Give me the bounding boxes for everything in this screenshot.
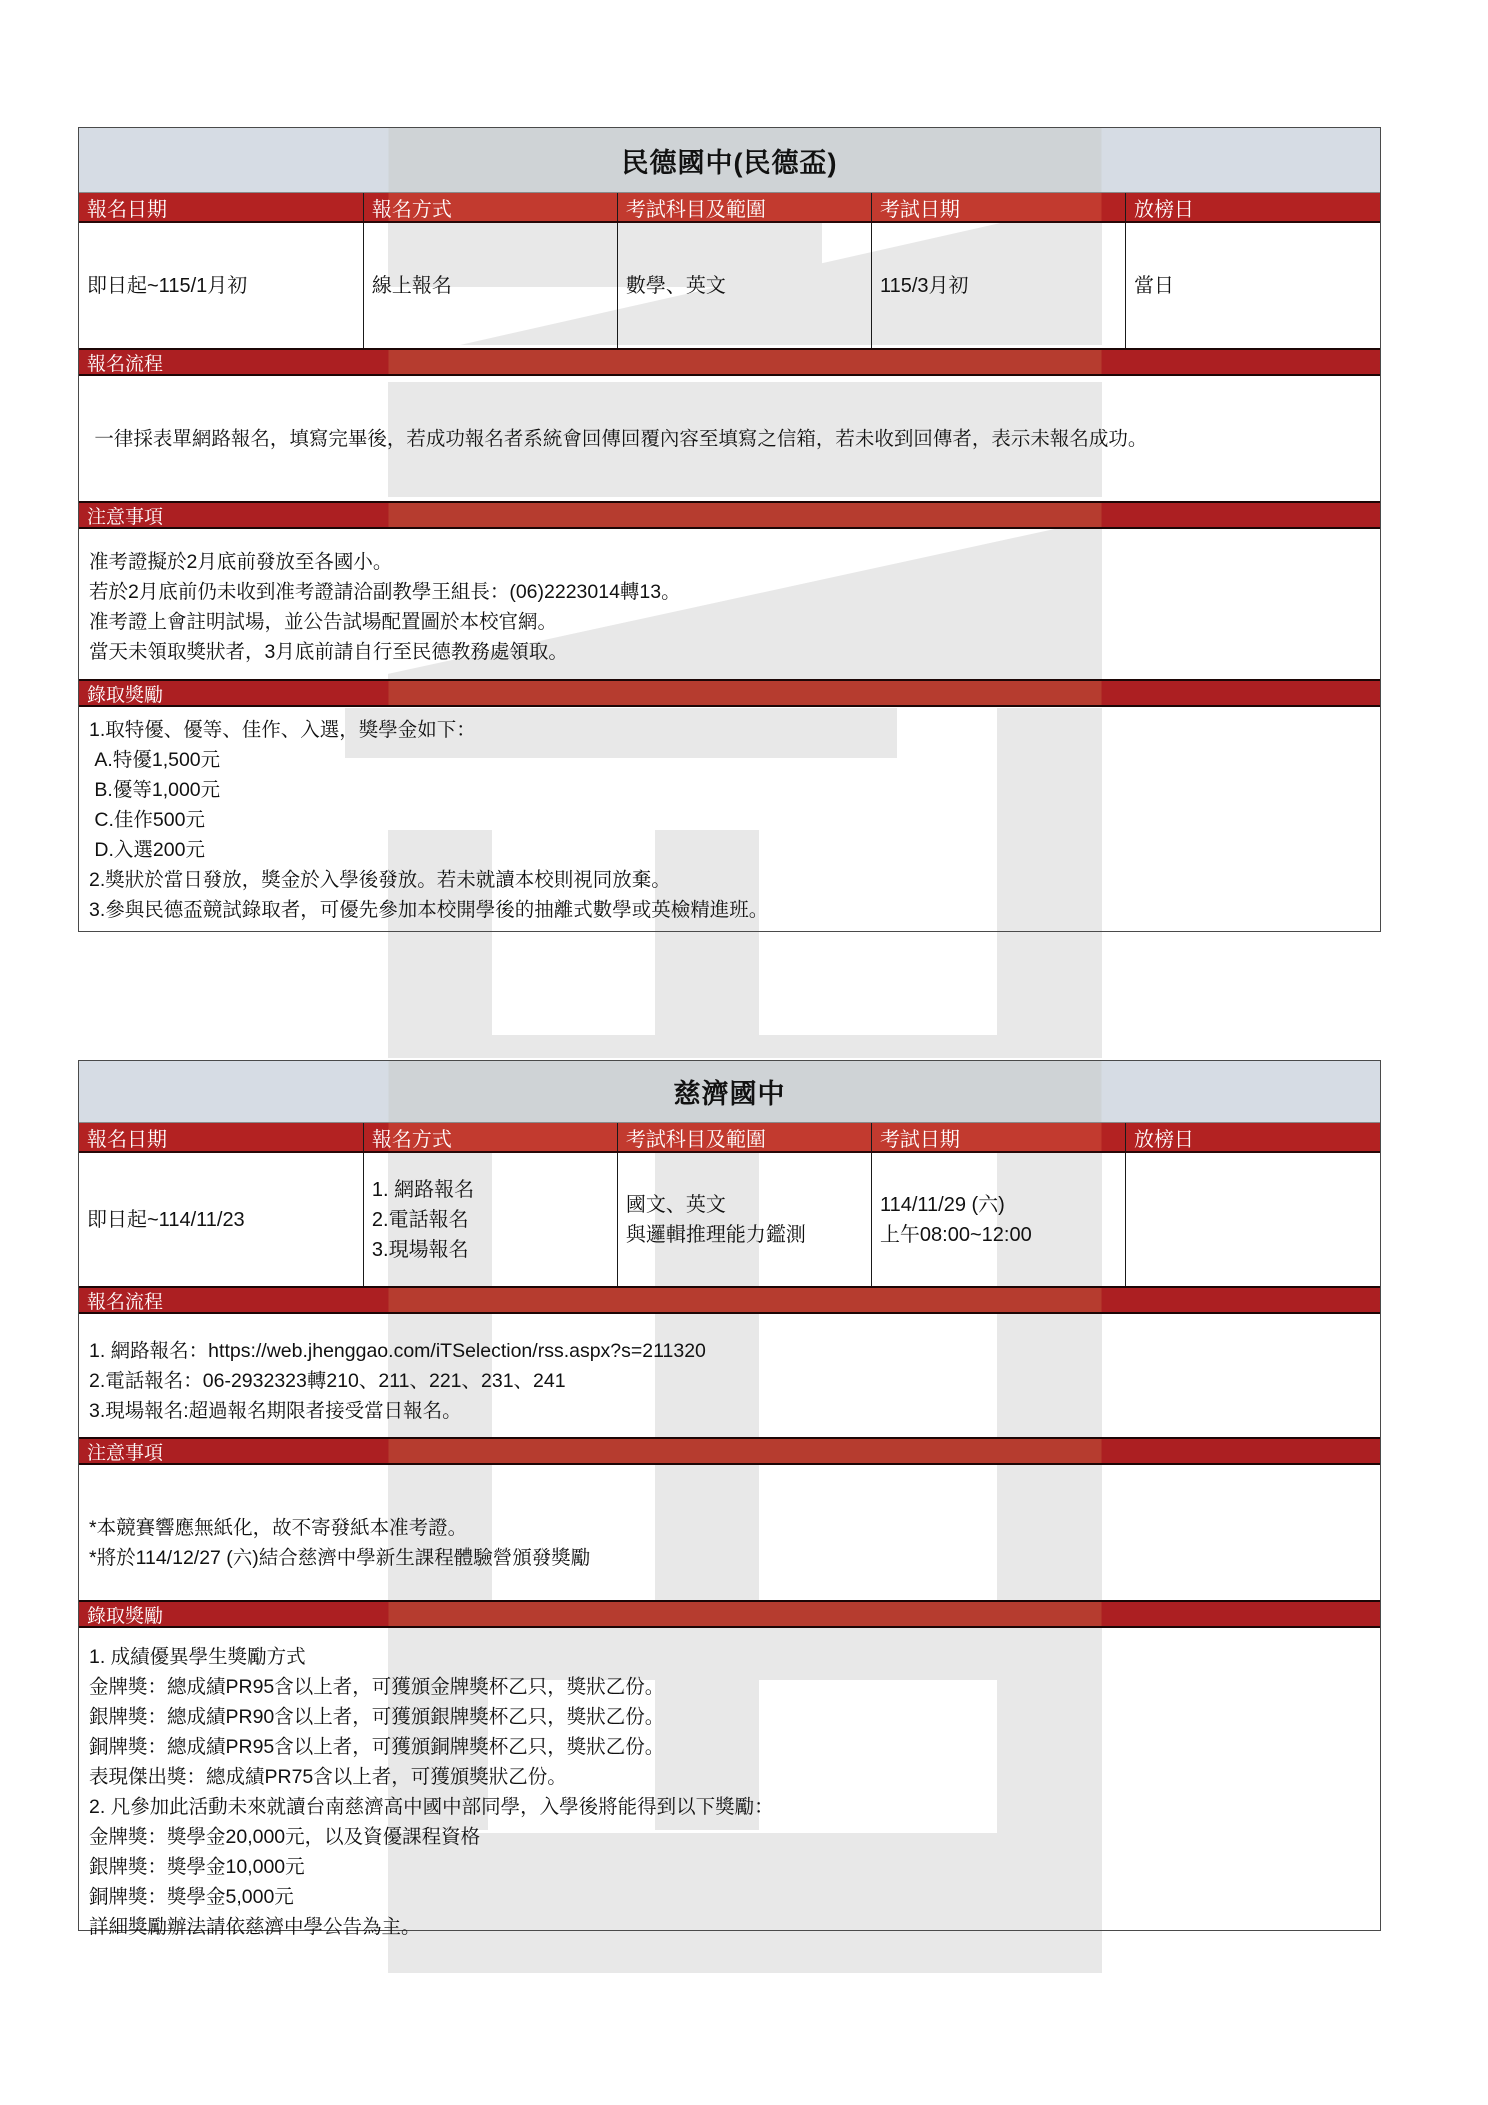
text-line: 金牌獎：總成績PR95含以上者，可獲頒金牌獎杯乙只，獎狀乙份。 <box>89 1676 665 1698</box>
text-line: 2. 凡參加此活動未來就讀台南慈濟高中國中部同學，入學後將能得到以下獎勵： <box>89 1796 774 1818</box>
section-header-awards: 錄取獎勵 <box>79 679 1380 707</box>
column-header-registration-date: 報名日期 <box>79 1123 364 1151</box>
section-header-registration-process: 報名流程 <box>79 1286 1380 1314</box>
section-body-registration-process <box>79 1314 1380 1437</box>
text-line: 准考證擬於2月底前發放至各國小。 <box>89 551 393 573</box>
section-body-notes <box>79 1465 1380 1600</box>
text-line: A.特優1,500元 <box>89 749 221 771</box>
text-line: 銀牌獎：總成績PR90含以上者，可獲頒銀牌獎杯乙只，獎狀乙份。 <box>89 1706 665 1728</box>
section-header-awards: 錄取獎勵 <box>79 1600 1380 1628</box>
text-line: 一律採表單網路報名，填寫完畢後，若成功報名者系統會回傳回覆內容至填寫之信箱，若未收到回傳者，表示未報名成功。 <box>89 427 1148 450</box>
text-line: 2.電話報名：06-2932323轉210、211、221、231、241 <box>89 1370 566 1392</box>
registration-url-line: 1. 網路報名：https://web.jhenggao.com/iTSelection/rss.aspx?s=211320 <box>89 1340 706 1362</box>
text-line: 詳細獎勵辦法請依慈濟中學公告為主。 <box>89 1916 421 1938</box>
cell-exam-date: 115/3月初 <box>872 223 1126 348</box>
watermark-shape <box>388 1035 1102 1058</box>
section-body-registration-process <box>79 376 1380 501</box>
text-line: 3.參與民德盃競試錄取者，可優先參加本校開學後的抽離式數學或英檢精進班。 <box>89 899 769 921</box>
section-body-awards <box>79 707 1380 931</box>
cell-registration-method: 1. 網路報名 2.電話報名 3.現場報名 <box>364 1153 618 1286</box>
text-line: 銅牌獎：總成績PR95含以上者，可獲頒銅牌獎杯乙只，獎狀乙份。 <box>89 1736 665 1758</box>
section-header-notes: 注意事項 <box>79 501 1380 529</box>
text-line: 表現傑出獎：總成績PR75含以上者，可獲頒獎狀乙份。 <box>89 1766 567 1788</box>
text-line: C.佳作500元 <box>89 809 205 831</box>
text-line: 1. 成績優異學生獎勵方式 <box>89 1646 306 1668</box>
cell-results-date <box>1126 1153 1380 1286</box>
column-header-exam-date: 考試日期 <box>872 1123 1126 1151</box>
text-line: 當天未領取獎狀者，3月底前請自行至民德教務處領取。 <box>89 641 568 663</box>
column-header-registration-date: 報名日期 <box>79 193 364 221</box>
text-line: 銀牌獎：獎學金10,000元 <box>89 1856 305 1878</box>
school-table-tzuchi <box>78 1060 1381 1938</box>
text-line: 若於2月底前仍未收到准考證請洽副教學王組長：(06)2223014轉13。 <box>89 581 681 603</box>
column-header-exam-subjects: 考試科目及範圍 <box>618 193 872 221</box>
text-line: 銅牌獎：獎學金5,000元 <box>89 1886 294 1908</box>
text-line: *將於114/12/27 (六)結合慈濟中學新生課程體驗營頒發獎勵 <box>89 1547 591 1569</box>
column-header-row <box>79 193 1380 223</box>
text-line: 准考證上會註明試場，並公告試場配置圖於本校官網。 <box>89 611 558 633</box>
column-header-exam-subjects: 考試科目及範圍 <box>618 1123 872 1151</box>
column-header-results-date: 放榜日 <box>1133 1128 1194 1151</box>
text-line: 金牌獎：獎學金20,000元，以及資優課程資格 <box>89 1826 481 1848</box>
text-line: D.入選200元 <box>89 839 205 861</box>
column-header-results-date: 放榜日 <box>1133 198 1194 221</box>
text-line: 2.獎狀於當日發放，獎金於入學後發放。若未就讀本校則視同放棄。 <box>89 869 671 891</box>
column-header-exam-date: 考試日期 <box>872 193 1126 221</box>
column-header-registration-method: 報名方式 <box>364 193 618 221</box>
text-line: *本競賽響應無紙化，故不寄發紙本准考證。 <box>89 1517 468 1539</box>
table-row <box>79 1153 1380 1286</box>
cell-results-date: 當日 <box>1133 274 1174 297</box>
section-body-awards <box>79 1628 1380 1938</box>
school-title: 民德國中(民德盃) <box>79 128 1380 193</box>
cell-exam-subjects: 數學、英文 <box>618 223 872 348</box>
school-table-minde <box>78 127 1381 932</box>
section-header-registration-process: 報名流程 <box>79 348 1380 376</box>
cell-exam-subjects: 國文、英文 與邏輯推理能力鑑測 <box>618 1153 872 1286</box>
text-line: 3.現場報名:超過報名期限者接受當日報名。 <box>89 1400 462 1422</box>
text-line: 1.取特優、優等、佳作、入選，獎學金如下： <box>89 719 476 741</box>
cell-registration-method: 線上報名 <box>364 223 618 348</box>
section-body-notes <box>79 529 1380 679</box>
school-title: 慈濟國中 <box>79 1061 1380 1123</box>
column-header-registration-method: 報名方式 <box>364 1123 618 1151</box>
cell-exam-date: 114/11/29 (六) 上午08:00~12:00 <box>872 1153 1126 1286</box>
column-header-row <box>79 1123 1380 1153</box>
cell-registration-date: 即日起~115/1月初 <box>79 223 364 348</box>
cell-registration-date: 即日起~114/11/23 <box>79 1153 364 1286</box>
text-line: B.優等1,000元 <box>89 779 221 801</box>
table-row <box>79 223 1380 348</box>
section-header-notes: 注意事項 <box>79 1437 1380 1465</box>
